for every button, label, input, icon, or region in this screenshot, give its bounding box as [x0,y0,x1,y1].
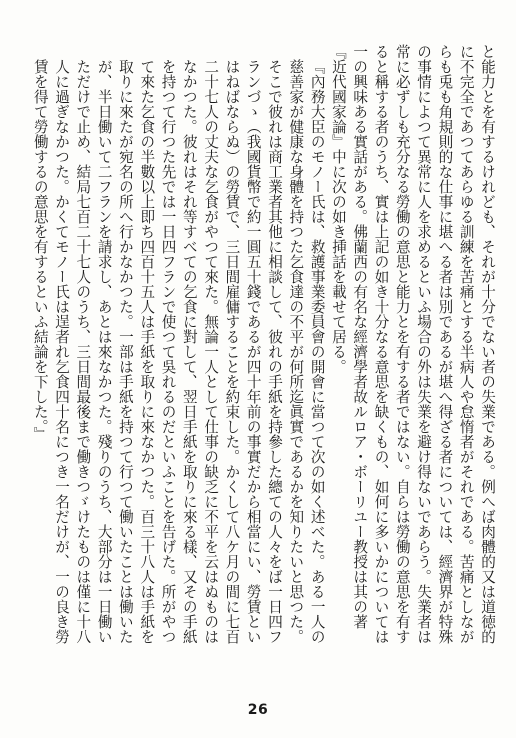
paragraph-continuation: と能力とを有するけれども、それが十分でない者の失業である。例へば肉體的又は道徳的に不完全であつてあらゆる訓練を苦痛とする半病人や怠惰者がそれである。苦痛としながらも兎も角規則的な仕事に堪へる者は別であるが堪へ得ざる者については、經濟界が特殊の事情によつて異常に人を求めるといふ場合の外は失業を避け得ないであらう。失業者は常に必ずしも充分なる勞働の意思と能力とを有する者ではない。自らは勞働の意思を有すると稱する者のうち、實は上記の如き十分なる意思を缺くもの、如何に多いかについては一の興味ある實話がある。佛蘭西の有名な經濟學者故ルロア・ボーリユー教授は其の著『近代國家論』中に次の如き挿話を載せて居る。 [329,44,496,644]
paragraph-quotation: 『內務大臣のモノー氏は、救護事業委員會の開會に當つて次の如く述べた。ある一人の慈善家が健康な身體を持つた乞食達の不平が何所迄眞實であるかを知りたいと思つた。そこで彼れは商工業者其他に相談して、彼れの手紙を持參した總ての人々をば一日四フランづゝ（我國貨幣で約一圓五十錢であるが四十年前の事實だから相當にい、勞賃といはねばならぬ）の勞賃で、三日間雇傭することを約束した。かくして八ケ月の間に七百二十七人の丈夫な乞食がやつて來た。無論一人として仕事の缺乏に不平を云はぬものはなかつた。彼れはそれ等すべての乞食に對して、翌日手紙を取りに來る樣、又その手紙を持つて行つた先では一日四フランで使つて吳れるのだといふことを告げた。所がやつて來た乞食の半數以上即ち四百十五人は手紙を取りに來なかつた。百三十八人は手紙を取りに來たが宛名の所へ行かなかつた。一部は手紙を持つて行つて働いたことは働いたが、半日働いて二フランを請求し、あとは來なかつた。殘りのうち、大部分は一日働いただけで止め、結局七百二十七人のうち、三日間最後まで働きつゞけたものは僅に十八人に過ぎなかつた。かくてモノー氏は逞者れ乞食四十名につき一名だけが、一の良き勞賃を得て勞働するの意思を有するといふ結論を下した。』 [31,59,326,644]
page-number: 26 [247,702,269,718]
vertical-text-body [20,44,498,644]
